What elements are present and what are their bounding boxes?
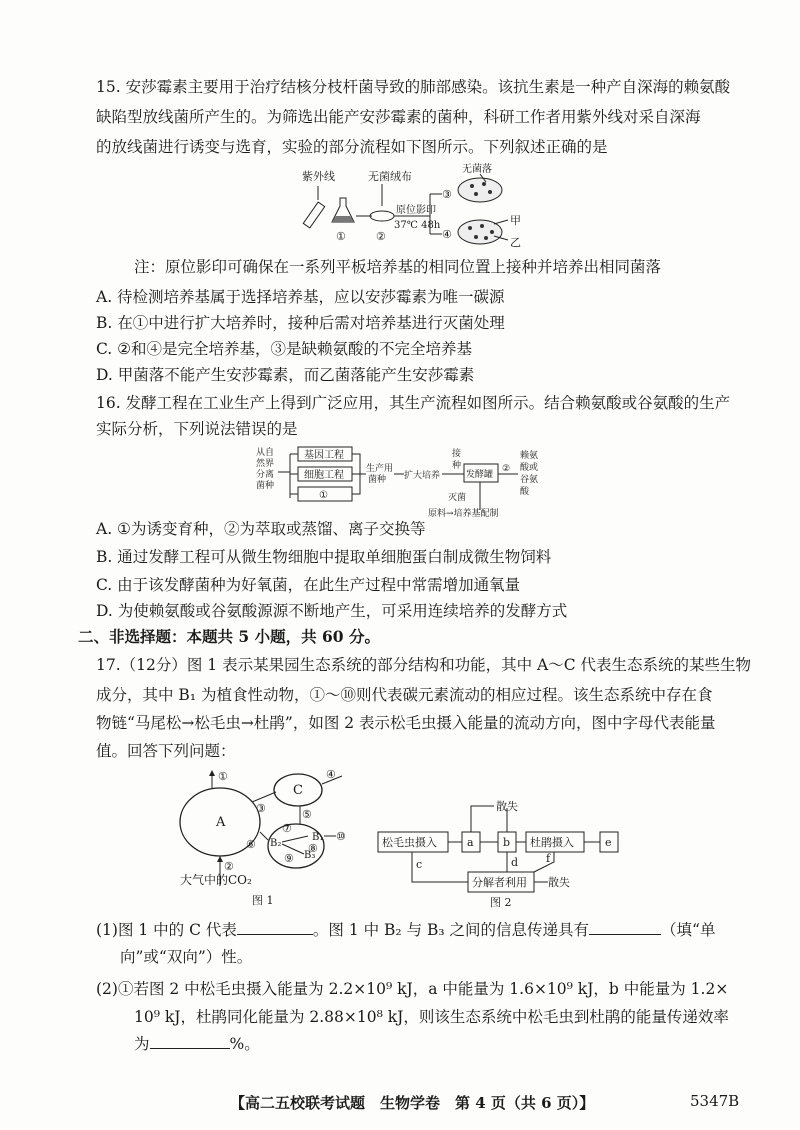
process-2-label: ② (224, 860, 234, 873)
sterilize-label: 灭菌 (448, 493, 467, 503)
inoculate-line-2: 种 (452, 461, 462, 471)
page-footer: 【高二五校联考试题 生物学卷 第 4 页（共 6 页）】 (230, 1094, 595, 1112)
box-a-label: a (467, 836, 474, 849)
sterile-velvet-label: 无菌绒布 (368, 170, 412, 183)
uv-label: 紫外线 (302, 170, 335, 183)
expand-label: 扩大培养 (404, 471, 441, 481)
b1-label: B₁ (312, 832, 324, 843)
node-c-label: C (293, 783, 303, 798)
process-2-label: ② (502, 464, 511, 474)
source-line-4: 菌种 (256, 481, 275, 491)
q15-option-b: B. 在①中进行扩大培养时，接种后需对培养基进行灭菌处理 (96, 314, 505, 332)
source-line-1: 从自 (256, 448, 275, 458)
q17-sub1-part-3: （填“单 (661, 921, 716, 939)
process-4-label: ④ (326, 768, 336, 781)
process-1-label: ① (218, 770, 228, 783)
decomposer-label: 分解者利用 (472, 876, 527, 889)
process-10-label: ⑩ (336, 830, 346, 843)
method-1-label: ① (319, 490, 328, 501)
product-line-4: 酸 (520, 487, 530, 497)
flow-f-label: f (546, 852, 551, 865)
q16-flow-diagram (256, 444, 556, 520)
section-2-heading: 二、非选择题：本题共 5 小题，共 60 分。 (78, 627, 380, 646)
q15-option-c: C. ②和④是完全培养基，③是缺赖氨酸的不完全培养基 (96, 340, 473, 358)
process-9-label: ⑨ (284, 852, 294, 865)
q15-option-a: A. 待检测培养基属于选择培养基，应以安莎霉素为唯一碳源 (96, 288, 505, 306)
q17-sub1-line-1 (96, 918, 715, 941)
q15-option-d: D. 甲菌落不能产生安莎霉素，而乙菌落能产生安莎霉素 (96, 366, 475, 384)
inoculate-line-1: 接 (452, 449, 462, 459)
plate-3-icon (458, 174, 502, 202)
product-line-3: 谷氨 (520, 475, 539, 485)
q17-sub1-part-2: 。图 1 中 B₂ 与 B₃ 之间的信息传递具有 (312, 921, 590, 939)
label-2: ② (376, 230, 386, 243)
box-e-label: e (605, 836, 612, 849)
print-label: 原位影印 (396, 205, 436, 216)
product-line-1: 赖氨 (520, 451, 539, 461)
process-7-label: ⑦ (282, 822, 292, 835)
q15-diagram (290, 160, 530, 250)
raw-material-label: 原料→培养基配制 (428, 509, 499, 519)
jia-label: 甲 (510, 214, 521, 227)
answer-blank-direction[interactable] (589, 918, 661, 935)
cell-engineering-label: 细胞工程 (304, 470, 344, 481)
loss-2-label: 散失 (548, 876, 570, 889)
q17-stem-line-4: 值。回答下列问题： (96, 742, 236, 760)
atmosphere-co2-label: 大气中的CO₂ (180, 873, 252, 887)
strain-line-2: 菌种 (368, 475, 387, 485)
q15-stem-line-3: 的放线菌进行诱变与选育，实验的部分流程如下图所示。下列叙述正确的是 (96, 138, 608, 156)
figure-1-carbon-cycle (176, 770, 356, 910)
q16-option-b: B. 通过发酵工程可从微生物细胞中提取单细胞蛋白制成微生物饲料 (96, 548, 552, 566)
answer-blank-c[interactable] (237, 918, 313, 935)
source-line-2: 然界 (256, 459, 275, 469)
q17-sub2-line-3 (134, 1032, 260, 1055)
b3-label: B₃ (304, 850, 316, 861)
q17-stem-line-1: 17.（12分）图 1 表示某果园生态系统的部分结构和功能，其中 A～C 代表生态系统的某些生物 (96, 656, 751, 674)
q17-sub1-part-4: 向”或“双向”）性。 (120, 948, 253, 966)
label-3: ③ (442, 188, 452, 201)
fermenter-label: 发酵罐 (466, 470, 494, 480)
process-6-label: ⑥ (246, 838, 256, 851)
paper-code: 5347B (690, 1092, 740, 1110)
cuckoo-intake-label: 杜鹃摄入 (530, 836, 574, 849)
b2-label: B₂ (270, 838, 282, 849)
flow-c-label: c (416, 858, 423, 871)
q17-sub1-part-1: (1)图 1 中的 C 代表 (96, 921, 237, 939)
q15-note: 注：原位影印可确保在一系列平板培养基的相同位置上接种并培养出相同菌落 (134, 258, 662, 276)
yi-label: 乙 (510, 236, 521, 249)
q17-sub2-line-1: (2)①若图 2 中松毛虫摄入能量为 2.2×10⁹ kJ，a 中能量为 1.6×10⁹ kJ，b 中能量为 1.2× (96, 980, 729, 998)
q17-stem-line-3: 物链“马尾松→松毛虫→杜鹃”，如图 2 表示松毛虫摄入能量的流动方向，图中字母代表能量 (96, 714, 716, 732)
plate-4-icon (458, 220, 508, 244)
test-tube-icon (303, 186, 324, 228)
q15-stem-line-2: 缺陷型放线菌所产生的。为筛选出能产安莎霉素的菌种，科研工作者用紫外线对采自深海 (96, 108, 701, 126)
pine-caterpillar-intake-label: 松毛虫摄入 (382, 836, 437, 849)
loss-1-label: 散失 (496, 800, 518, 813)
box-b-label: b (503, 836, 511, 849)
process-3-label: ③ (256, 802, 266, 815)
label-4: ④ (442, 228, 452, 241)
process-5-label: ⑤ (302, 808, 312, 821)
figure-1-caption: 图 1 (252, 894, 274, 907)
process-8-label: ⑧ (308, 842, 318, 855)
product-line-2: 酸或 (520, 463, 539, 473)
label-1: ① (336, 230, 346, 243)
q16-option-d: D. 为使赖氨酸或谷氨酸源源不断地产生，可采用连续培养的发酵方式 (96, 602, 568, 620)
q16-stem-line-2: 实际分析，下列说法错误的是 (96, 420, 298, 438)
q17-sub2-part-3: 为 (134, 1035, 150, 1053)
q16-option-c: C. 由于该发酵菌种为好氧菌，在此生产过程中常需增加通氧量 (96, 576, 521, 594)
q17-sub2-part-4: %。 (229, 1035, 260, 1053)
figure-2-energy-flow (378, 796, 628, 909)
no-colony-label: 无菌落 (462, 164, 492, 175)
strain-line-1: 生产用 (366, 464, 394, 474)
temp-label: 37℃ 48h (394, 220, 441, 231)
q15-stem-line-1: 15. 安莎霉素主要用于治疗结核分枝杆菌导致的肺部感染。该抗生素是一种产自深海的赖氨酸 (96, 78, 731, 96)
source-line-3: 分离 (256, 470, 275, 480)
q16-stem-line-1: 16. 发酵工程在工业生产上得到广泛应用，其生产流程如图所示。结合赖氨酸或谷氨酸的生产 (96, 394, 731, 412)
q17-stem-line-2: 成分，其中 B₁ 为植食性动物，①～⑩则代表碳元素流动的相应过程。该生态系统中存在食 (96, 686, 713, 704)
figure-2-caption: 图 2 (490, 896, 512, 909)
plate-2-icon (370, 211, 394, 221)
flow-d-label: d (511, 856, 519, 869)
q17-sub2-line-2: 10⁹ kJ，杜鹃同化能量为 2.88×10⁸ kJ，则该生态系统中松毛虫到杜鹃的能量传递效率 (134, 1008, 729, 1026)
q16-option-a: A. ①为诱变育种，②为萃取或蒸馏、离子交换等 (96, 520, 426, 538)
node-a-label: A (216, 815, 226, 830)
answer-blank-efficiency[interactable] (150, 1032, 230, 1049)
gene-engineering-label: 基因工程 (304, 450, 344, 461)
flask-icon (332, 198, 354, 222)
